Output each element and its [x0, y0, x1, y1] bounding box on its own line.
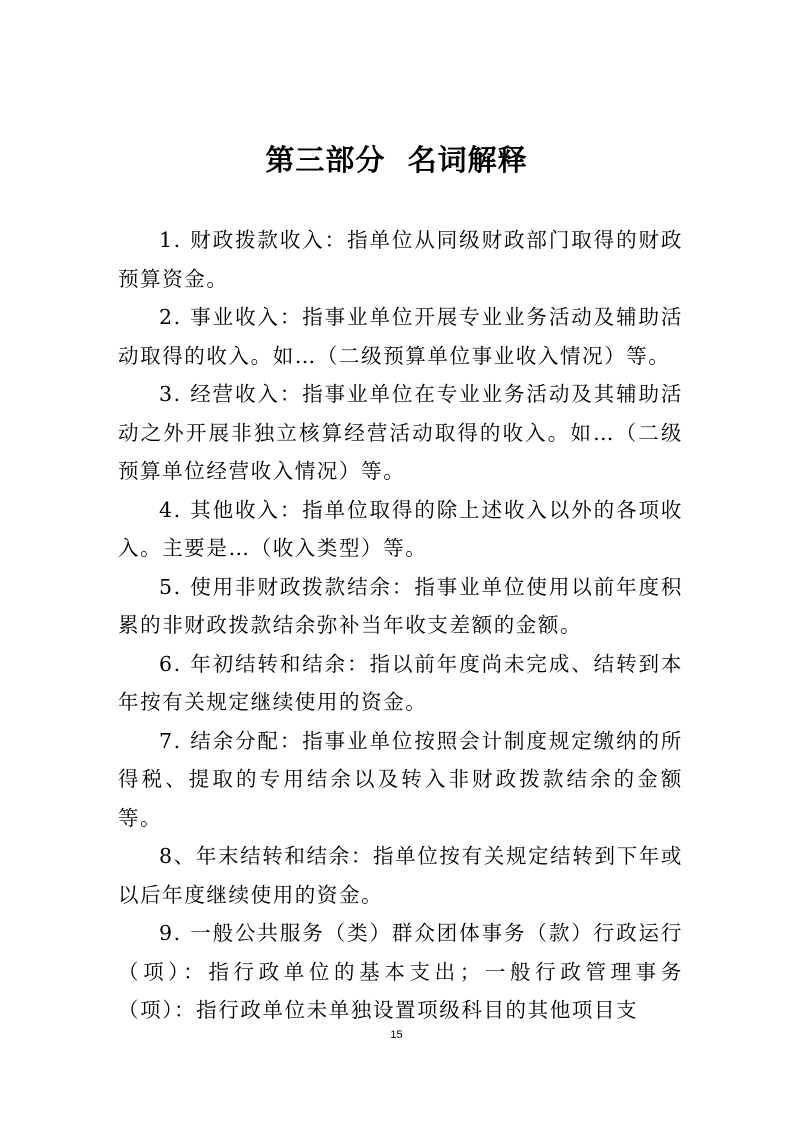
paragraph-6: 6. 年初结转和结余：指以前年度尚未完成、结转到本年按有关规定继续使用的资金。: [118, 651, 683, 714]
document-body: [118, 221, 683, 1030]
paragraph-3: 3. 经营收入：指事业单位在专业业务活动及其辅助活动之外开展非独立核算经营活动取得的收入。如…（二级预算单位经营收入情况）等。: [118, 382, 683, 483]
section-title: 第三部分 名词解释: [265, 143, 528, 177]
paragraph-5: 5. 使用非财政拨款结余：指事业单位使用以前年度积累的非财政拨款结余弥补当年收支差额的金额。: [118, 574, 683, 637]
paragraph-8: 8、年末结转和结余：指单位按有关规定结转到下年或以后年度继续使用的资金。: [118, 844, 683, 907]
paragraph-1: 1. 财政拨款收入：指单位从同级财政部门取得的财政预算资金。: [118, 228, 683, 291]
page-number: 15: [390, 1029, 403, 1041]
paragraph-2: 2. 事业收入：指事业单位开展专业业务活动及辅助活动取得的收入。如…（二级预算单位事业收入情况）等。: [118, 305, 683, 368]
paragraph-4: 4. 其他收入：指单位取得的除上述收入以外的各项收入。主要是…（收入类型）等。: [118, 497, 683, 560]
paragraph-7: 7. 结余分配：指事业单位按照会计制度规定缴纳的所得税、提取的专用结余以及转入非财政拨款结余的金额等。: [118, 728, 683, 830]
paragraph-9: 9. 一般公共服务（类）群众团体事务（款）行政运行（项）：指行政单位的基本支出；一般行政管理事务（项）：指行政单位未单独设置项级科目的其他项目支: [118, 921, 683, 1022]
